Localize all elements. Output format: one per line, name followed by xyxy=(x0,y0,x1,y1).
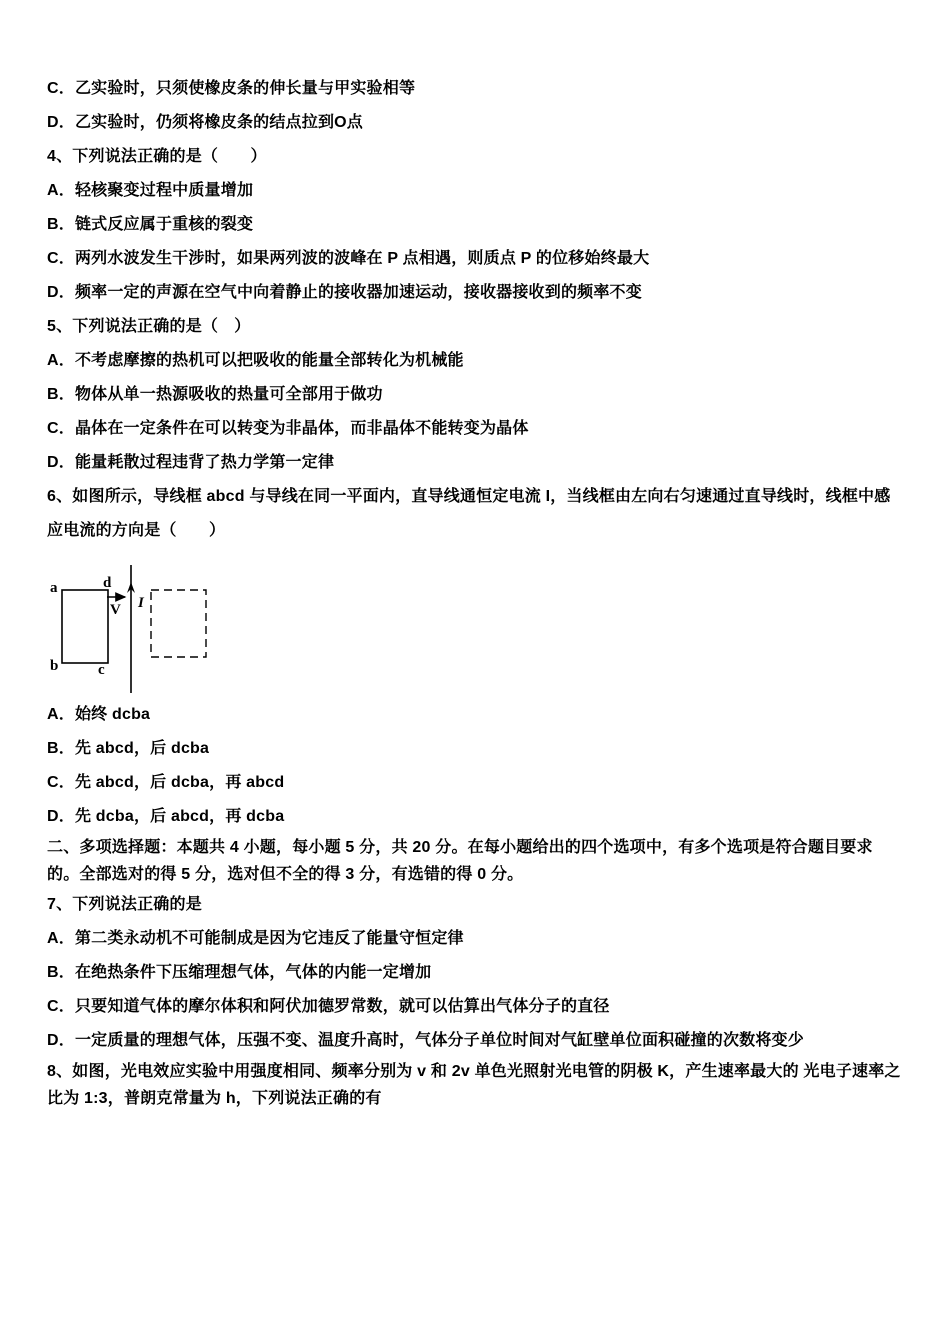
q4-option-b: B．链式反应属于重核的裂变 xyxy=(47,216,254,233)
q6-stem: 6、如图所示，导线框 abcd 与导线在同一平面内，直导线通恒定电流 I，当线框由左向右匀速通过直导线时，线框中感应电流的方向是（ ） xyxy=(47,488,891,539)
q4-option-a: A．轻核聚变过程中质量增加 xyxy=(47,182,254,199)
figure-label-d: d xyxy=(103,575,112,591)
q5-stem: 5、下列说法正确的是（ ） xyxy=(47,318,251,335)
q7-stem: 7、下列说法正确的是 xyxy=(47,896,202,913)
section2-header: 二、多项选择题：本题共 4 小题，每小题 5 分，共 20 分。在每小题给出的四个选项中，有多个选项是符合题目要求的。全部选对的得 5 分，选对但不全的得 3 分，有选错的得 0 分。 xyxy=(47,839,873,883)
q8-stem: 8、如图，光电效应实验中用强度相同、频率分别为 v 和 2v 单色光照射光电管的阴极 K，产生速率最大的 光电子速率之比为 1:3，普朗克常量为 h，下列说法正确的有 xyxy=(47,1063,901,1107)
q6-figure xyxy=(47,548,905,698)
q6-circuit-diagram xyxy=(47,560,277,698)
figure-label-b: b xyxy=(50,658,59,674)
q5-option-c: C．晶体在一定条件在可以转变为非晶体，而非晶体不能转变为晶体 xyxy=(47,420,529,437)
q5-option-b: B．物体从单一热源吸收的热量可全部用于做功 xyxy=(47,386,383,403)
q4-stem: 4、下列说法正确的是（ ） xyxy=(47,148,267,165)
figure-label-v: V xyxy=(110,602,121,618)
q5-option-d: D．能量耗散过程违背了热力学第一定律 xyxy=(47,454,335,471)
q3-option-d: D．乙实验时，仍须将橡皮条的结点拉到O点 xyxy=(47,114,364,131)
q6-option-d: D．先 dcba，后 abcd，再 dcba xyxy=(47,808,285,825)
figure-label-c: c xyxy=(98,662,105,678)
q6-option-a: A．始终 dcba xyxy=(47,706,151,723)
q5-option-a: A．不考虑摩擦的热机可以把吸收的能量全部转化为机械能 xyxy=(47,352,464,369)
q6-option-c: C．先 abcd，后 dcba，再 abcd xyxy=(47,774,285,791)
figure-label-current: I xyxy=(138,595,144,611)
wire-loop-rect xyxy=(62,590,108,663)
loop-final-position-dashed-rect xyxy=(151,590,206,657)
q7-option-d: D．一定质量的理想气体，压强不变、温度升高时，气体分子单位时间对气缸壁单位面积碰撞的次数将变少 xyxy=(47,1032,804,1049)
q7-option-c: C．只要知道气体的摩尔体积和阿伏加德罗常数，就可以估算出气体分子的直径 xyxy=(47,998,610,1015)
figure-label-a: a xyxy=(50,580,58,596)
q4-option-c: C．两列水波发生干涉时，如果两列波的波峰在 P 点相遇，则质点 P 的位移始终最大 xyxy=(47,250,650,267)
q7-option-b: B．在绝热条件下压缩理想气体，气体的内能一定增加 xyxy=(47,964,432,981)
q3-option-c: C．乙实验时，只须使橡皮条的伸长量与甲实验相等 xyxy=(47,80,416,97)
q6-option-b: B．先 abcd，后 dcba xyxy=(47,740,210,757)
q7-option-a: A．第二类永动机不可能制成是因为它违反了能量守恒定律 xyxy=(47,930,464,947)
q4-option-d: D．频率一定的声源在空气中向着静止的接收器加速运动，接收器接收到的频率不变 xyxy=(47,284,642,301)
